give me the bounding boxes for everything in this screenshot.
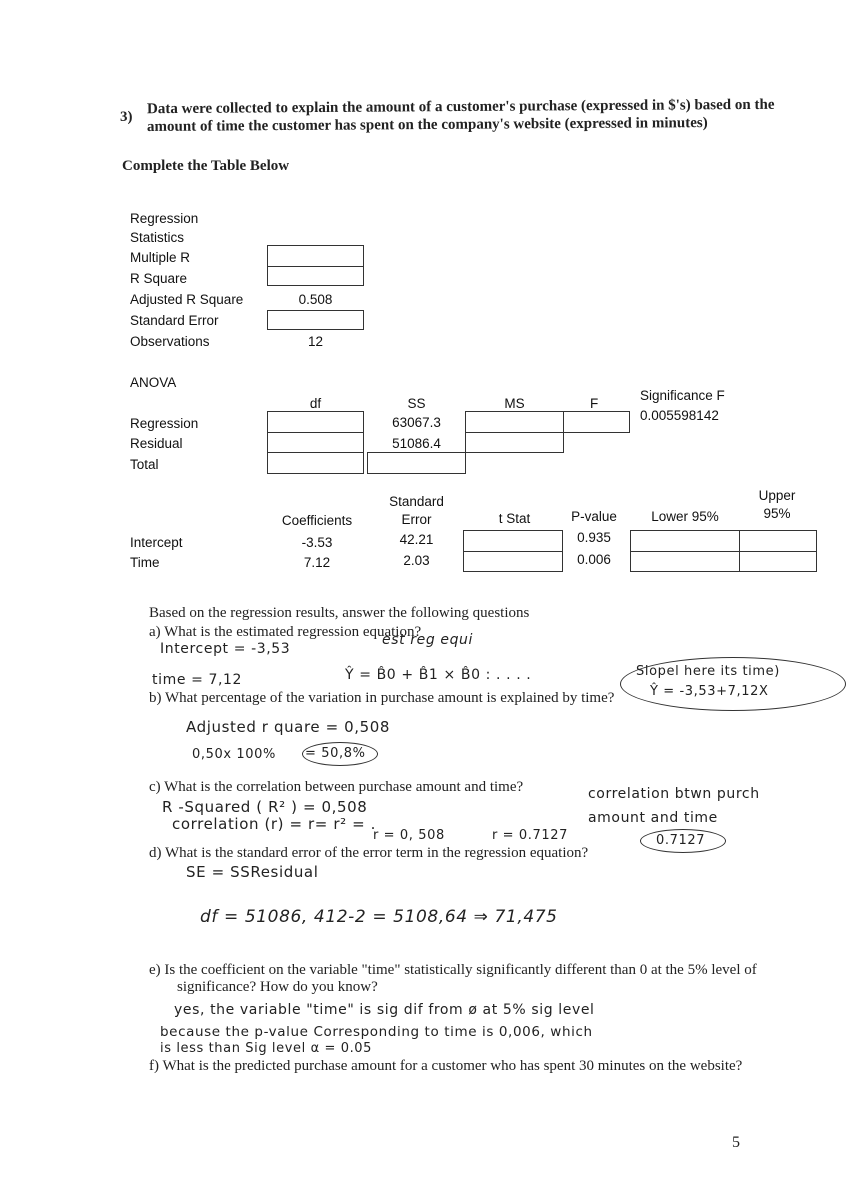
question-d: d) What is the standard error of the error term in the regression equation?: [149, 845, 589, 861]
adj-r-square-value: 0.508: [298, 292, 333, 307]
lower95-header: Lower 95%: [651, 509, 719, 524]
intercept-upper95-box[interactable]: [739, 530, 817, 552]
tstat-header: t Stat: [498, 511, 531, 526]
anova-row-residual: Residual: [130, 436, 183, 451]
multiple-r-box[interactable]: [267, 245, 364, 267]
intercept-se: 42.21: [399, 532, 434, 547]
answer-b-result: = 50,8%: [305, 746, 366, 761]
answer-c-rsquared: R -Squared ( R² ) = 0,508: [162, 798, 368, 816]
intercept-coef: -3.53: [301, 535, 333, 550]
anova-header-f: F: [590, 396, 599, 411]
answer-a-time: time = 7,12: [152, 672, 243, 688]
time-tstat-box[interactable]: [463, 551, 563, 572]
answer-c-side-1: correlation btwn purch: [588, 786, 760, 802]
intercept-tstat-box[interactable]: [463, 530, 563, 552]
answer-a-oval-line2: Ŷ = -3,53+7,12X: [650, 684, 769, 699]
anova-df-total-box[interactable]: [267, 452, 364, 474]
anova-row-regression: Regression: [130, 416, 199, 431]
answer-d-calc: df = 51086, 412-2 = 5108,64 ⇒ 71,475: [200, 907, 558, 927]
question-c: c) What is the correlation between purchase amount and time?: [149, 779, 524, 795]
answer-c-r-value: r = 0, 508: [373, 828, 445, 843]
stat-label-adj-r-square: Adjusted R Square: [130, 292, 244, 307]
answer-c-r-result: r = 0.7127: [492, 828, 568, 843]
se-header-line1: Standard: [389, 494, 444, 509]
intercept-lower95-box[interactable]: [630, 530, 740, 552]
table-instruction: Complete the Table Below: [122, 158, 290, 174]
question-e-line1: e) Is the coefficient on the variable "time" statistically significantly different than 0 at the 5% level of: [149, 962, 757, 978]
question-e-line2: significance? How do you know?: [177, 979, 378, 995]
answer-b-adjusted: Adjusted r quare = 0,508: [186, 718, 391, 736]
coef-row-intercept: Intercept: [130, 535, 183, 550]
anova-row-total: Total: [130, 457, 159, 472]
time-lower95-box[interactable]: [630, 551, 740, 572]
question-line-2: amount of time the customer has spent on the company's website (expressed in minutes): [146, 115, 708, 135]
answer-b-calc: 0,50x 100%: [192, 747, 276, 762]
answer-e-line1: yes, the variable "time" is sig dif from ø at 5% sig level: [174, 1002, 595, 1018]
significance-f-value: 0.005598142: [640, 408, 719, 423]
pvalue-header: P-value: [571, 509, 617, 524]
question-number: 3): [120, 109, 133, 125]
se-header-line2: Error: [401, 512, 432, 527]
time-pvalue: 0.006: [577, 552, 611, 567]
answer-a-equation: Ŷ = B̂0 + B̂1 × B̂0 : . . . .: [345, 667, 532, 683]
anova-ms-residual-box[interactable]: [465, 432, 564, 453]
r-square-box[interactable]: [267, 266, 364, 286]
anova-header-significance-f: Significance F: [640, 388, 725, 403]
anova-title: ANOVA: [130, 375, 177, 390]
coef-header: Coefficients: [281, 513, 353, 528]
answer-a-intercept: Intercept = -3,53: [160, 641, 291, 657]
anova-df-residual-box[interactable]: [267, 432, 364, 453]
std-error-box[interactable]: [267, 310, 364, 330]
stat-label-observations: Observations: [130, 334, 210, 349]
regression-stats-title: Regression: [130, 211, 199, 226]
anova-ss-total-box[interactable]: [367, 452, 466, 474]
time-se: 2.03: [403, 553, 430, 568]
observations-value: 12: [307, 334, 324, 349]
answer-c-side-3: 0.7127: [656, 833, 706, 848]
question-a: a) What is the estimated regression equation?: [149, 624, 422, 640]
stat-label-r-square: R Square: [130, 271, 188, 286]
time-upper95-box[interactable]: [739, 551, 817, 572]
anova-header-ss: SS: [407, 396, 426, 411]
answer-d-se: SE = SSResidual: [186, 863, 319, 881]
upper95-header-line2: 95%: [763, 506, 791, 521]
stat-label-multiple-r: Multiple R: [130, 250, 191, 265]
anova-ms-regression-box[interactable]: [465, 411, 564, 433]
anova-header-ms: MS: [504, 396, 525, 411]
answer-c-side-2: amount and time: [588, 810, 718, 826]
questions-intro: Based on the regression results, answer the following questions: [149, 605, 530, 621]
question-line-1: Data were collected to explain the amount of a customer's purchase (expressed in $'s) based on the: [146, 96, 775, 118]
time-coef: 7.12: [303, 555, 331, 570]
anova-df-regression-box[interactable]: [267, 411, 364, 433]
anova-header-df: df: [309, 396, 322, 411]
coef-row-time: Time: [130, 555, 160, 570]
answer-e-line2: because the p-value Corresponding to time is 0,006, which: [160, 1024, 593, 1040]
answer-e-line3: is less than Sig level α = 0.05: [160, 1041, 373, 1056]
stat-label-std-error: Standard Error: [130, 313, 219, 328]
anova-f-box[interactable]: [563, 411, 630, 433]
anova-ss-residual: 51086.4: [392, 436, 441, 451]
anova-ss-regression: 63067.3: [392, 415, 441, 430]
page-number: 5: [732, 1134, 740, 1151]
upper95-header-line1: Upper: [758, 488, 796, 503]
intercept-pvalue: 0.935: [577, 530, 611, 545]
question-b: b) What percentage of the variation in purchase amount is explained by time?: [149, 690, 615, 706]
question-f: f) What is the predicted purchase amount for a customer who has spent 30 minutes on the website?: [149, 1058, 743, 1074]
answer-a-est-reg: est reg equi: [382, 632, 474, 648]
regression-stats-title-2: Statistics: [130, 230, 185, 245]
answer-a-oval-line1: Slopel here its time): [636, 664, 780, 679]
answer-c-correlation: correlation (r) = r= r² = .: [172, 815, 376, 833]
